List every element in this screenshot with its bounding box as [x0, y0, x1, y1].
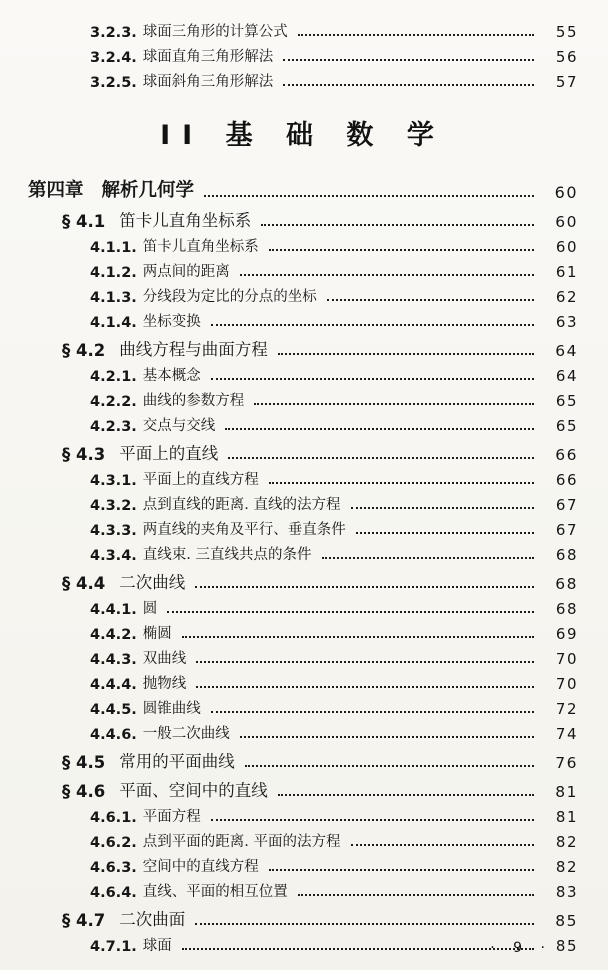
toc-entry-412	[28, 256, 578, 281]
toc-entry-445	[28, 693, 578, 718]
toc-entry-title: 圆	[142, 601, 158, 617]
toc-entry-page-number: 66	[555, 471, 578, 489]
toc-entry-title: 平面方程	[142, 809, 201, 825]
toc-entry-463	[28, 851, 578, 876]
toc-entry-title: 常用的平面曲线	[119, 752, 235, 771]
toc-list	[28, 16, 578, 955]
toc-entry-number: 4.4.5.	[90, 702, 137, 718]
toc-entry-431	[28, 464, 578, 489]
toc-entry-464	[28, 876, 578, 901]
toc-entry-number: 4.6.2.	[90, 835, 137, 851]
dot-leader	[211, 711, 534, 713]
toc-entry-title: 平面、空间中的直线	[119, 781, 268, 800]
toc-entry-page-number: 85	[555, 912, 578, 930]
toc-entry-title: 二次曲面	[119, 910, 186, 929]
toc-entry-title: 笛卡儿直角坐标系	[142, 239, 259, 255]
toc-entry-title: 基本概念	[142, 368, 201, 384]
dot-leader	[225, 428, 534, 430]
toc-entry-number: § 4.1	[62, 212, 106, 231]
toc-entry-46	[28, 772, 578, 801]
toc-entry-title: 抛物线	[142, 676, 187, 692]
toc-entry-page-number: 70	[555, 675, 578, 693]
toc-entry-number: 3.2.4.	[90, 50, 137, 66]
dot-leader	[211, 378, 534, 380]
toc-entry-title: 一般二次曲线	[142, 726, 230, 742]
dot-leader	[261, 224, 534, 226]
toc-entry-page-number: 81	[555, 808, 578, 826]
toc-entry-422	[28, 385, 578, 410]
dot-leader	[240, 736, 534, 738]
toc-entry-title: 球面直角三角形解法	[142, 49, 274, 65]
toc-entry-number: 4.4.3.	[90, 652, 137, 668]
dot-leader	[245, 765, 534, 767]
toc-entry-page-number: 64	[555, 342, 578, 360]
toc-entry-page-number: 85	[555, 937, 578, 955]
toc-entry-page-number: 70	[555, 650, 578, 668]
toc-entry-number: 4.2.2.	[90, 394, 137, 410]
toc-entry-number: 4.1.4.	[90, 315, 137, 331]
toc-entry-title: 解析几何学	[101, 180, 195, 201]
toc-entry-421	[28, 360, 578, 385]
toc-entry-413	[28, 281, 578, 306]
dot-leader	[211, 324, 534, 326]
toc-entry-title: 球面	[142, 938, 172, 954]
toc-entry-number: 4.3.4.	[90, 548, 137, 564]
toc-entry-page-number: 61	[555, 263, 578, 281]
dot-leader	[196, 661, 534, 663]
toc-entry-443	[28, 643, 578, 668]
toc-entry-page-number: 66	[555, 446, 578, 464]
toc-entry-title: 两直线的夹角及平行、垂直条件	[142, 522, 346, 538]
toc-entry-page-number: 65	[555, 392, 578, 410]
toc-entry-45	[28, 743, 578, 772]
toc-entry-page-number: 67	[555, 496, 578, 514]
toc-entry-number: 3.2.3.	[90, 25, 137, 41]
toc-entry-number: 4.4.1.	[90, 602, 137, 618]
dot-leader	[278, 794, 534, 796]
toc-entry-title: 两点间的距离	[142, 264, 230, 280]
toc-entry-page-number: 57	[555, 73, 578, 91]
toc-entry-title: 点到平面的距离. 平面的法方程	[142, 834, 341, 850]
toc-entry-number: 4.1.3.	[90, 290, 137, 306]
toc-entry-44	[28, 564, 578, 593]
dot-leader	[167, 611, 534, 613]
toc-entry-page-number: 81	[555, 783, 578, 801]
toc-entry-title: 笛卡儿直角坐标系	[119, 211, 252, 230]
dot-leader	[195, 586, 534, 588]
toc-entry-43	[28, 435, 578, 464]
toc-entry-title: 坐标变换	[142, 314, 201, 330]
toc-entry-page-number: 67	[555, 521, 578, 539]
toc-entry-number: 4.1.2.	[90, 265, 137, 281]
toc-entry-number: § 4.5	[62, 753, 106, 772]
toc-entry-page-number: 65	[555, 417, 578, 435]
toc-entry-433	[28, 514, 578, 539]
dot-leader	[278, 353, 534, 355]
dot-leader	[327, 299, 534, 301]
toc-entry-page-number: 63	[555, 313, 578, 331]
toc-entry-page-number: 60	[555, 213, 578, 231]
toc-entry-444	[28, 668, 578, 693]
toc-entry-title: 分线段为定比的分点的坐标	[142, 289, 317, 305]
toc-entry-number: 4.2.1.	[90, 369, 137, 385]
toc-entry-325	[28, 66, 578, 91]
toc-entry-324	[28, 41, 578, 66]
dot-leader	[182, 636, 534, 638]
toc-entry-page-number: 56	[555, 48, 578, 66]
dot-leader	[254, 403, 534, 405]
toc-entry-page-number: 83	[555, 883, 578, 901]
dot-leader	[298, 894, 534, 896]
toc-entry-page-number: 74	[555, 725, 578, 743]
toc-entry-title: 球面斜角三角形解法	[142, 74, 274, 90]
toc-entry-47	[28, 901, 578, 930]
toc-entry-title: 空间中的直线方程	[142, 859, 259, 875]
toc-entry-page-number: 55	[555, 23, 578, 41]
toc-entry-number: 4.4.6.	[90, 727, 137, 743]
toc-entry-title: 平面上的直线方程	[142, 472, 259, 488]
dot-leader	[195, 923, 534, 925]
toc-entry-number: 4.3.2.	[90, 498, 137, 514]
dot-leader	[298, 34, 534, 36]
toc-entry-page-number: 68	[555, 546, 578, 564]
toc-entry-title: 双曲线	[142, 651, 187, 667]
toc-entry-第四章	[28, 168, 578, 202]
toc-entry-page-number: 69	[555, 625, 578, 643]
dot-leader	[228, 457, 534, 459]
toc-entry-number: 4.6.1.	[90, 810, 137, 826]
dot-leader	[351, 844, 534, 846]
toc-entry-41	[28, 202, 578, 231]
toc-entry-page-number: 60	[555, 238, 578, 256]
toc-entry-page-number: 82	[555, 858, 578, 876]
dot-leader	[240, 274, 534, 276]
toc-entry-page-number: 82	[555, 833, 578, 851]
toc-entry-page-number: 60	[554, 183, 578, 202]
dot-leader	[182, 948, 534, 950]
toc-entry-number: 4.3.1.	[90, 473, 137, 489]
part-heading: II 基 础 数 学	[160, 120, 446, 151]
toc-entry-number: 4.2.3.	[90, 419, 137, 435]
dot-leader	[269, 869, 534, 871]
toc-entry-title: 球面三角形的计算公式	[142, 24, 288, 40]
toc-entry-title: 点到直线的距离. 直线的法方程	[142, 497, 341, 513]
toc-entry-434	[28, 539, 578, 564]
dot-leader	[322, 557, 534, 559]
toc-entry-411	[28, 231, 578, 256]
folio-page-marker: · 9 ·	[490, 940, 552, 956]
toc-entry-title: 直线束. 三直线共点的条件	[142, 547, 312, 563]
dot-leader	[356, 532, 534, 534]
toc-entry-title: 二次曲线	[119, 573, 186, 592]
toc-entry-page-number: 68	[555, 575, 578, 593]
toc-entry-page-number: 64	[555, 367, 578, 385]
toc-entry-323	[28, 16, 578, 41]
dot-leader	[211, 819, 534, 821]
dot-leader	[196, 686, 534, 688]
toc-entry-title: 平面上的直线	[119, 444, 219, 463]
toc-entry-446	[28, 718, 578, 743]
toc-entry-page-number: 76	[555, 754, 578, 772]
dot-leader	[269, 249, 534, 251]
toc-entry-title: 圆锥曲线	[142, 701, 201, 717]
toc-entry-461	[28, 801, 578, 826]
toc-entry-number: § 4.6	[62, 782, 106, 801]
toc-entry-number: § 4.4	[62, 574, 106, 593]
toc-entry-number: § 4.3	[62, 445, 106, 464]
toc-entry-432	[28, 489, 578, 514]
toc-entry-number: 3.2.5.	[90, 75, 137, 91]
toc-entry-number: 4.3.3.	[90, 523, 137, 539]
toc-entry-number: § 4.2	[62, 341, 106, 360]
toc-entry-number: § 4.7	[62, 911, 106, 930]
toc-entry-page-number: 62	[555, 288, 578, 306]
toc-entry-number: 4.6.3.	[90, 860, 137, 876]
toc-entry-title: 直线、平面的相互位置	[142, 884, 288, 900]
toc-entry-number: 4.4.2.	[90, 627, 137, 643]
toc-entry-title: 交点与交线	[142, 418, 216, 434]
toc-entry-number: 4.7.1.	[90, 939, 137, 955]
toc-entry-number: 第四章	[28, 180, 84, 201]
dot-leader	[204, 195, 534, 197]
toc-entry-number: 4.4.4.	[90, 677, 137, 693]
toc-entry-title: 椭圆	[142, 626, 172, 642]
toc-entry-number: 4.1.1.	[90, 240, 137, 256]
toc-entry-462	[28, 826, 578, 851]
toc-entry-number: 4.6.4.	[90, 885, 137, 901]
toc-entry-title: 曲线方程与曲面方程	[119, 340, 268, 359]
toc-entry-441	[28, 593, 578, 618]
toc-entry-page-number: 68	[555, 600, 578, 618]
toc-entry-page-number: 72	[555, 700, 578, 718]
toc-entry-42	[28, 331, 578, 360]
dot-leader	[269, 482, 534, 484]
dot-leader	[283, 84, 534, 86]
dot-leader	[283, 59, 534, 61]
toc-entry-title: 曲线的参数方程	[142, 393, 245, 409]
toc-entry-423	[28, 410, 578, 435]
toc-entry-442	[28, 618, 578, 643]
toc-entry-414	[28, 306, 578, 331]
dot-leader	[351, 507, 534, 509]
